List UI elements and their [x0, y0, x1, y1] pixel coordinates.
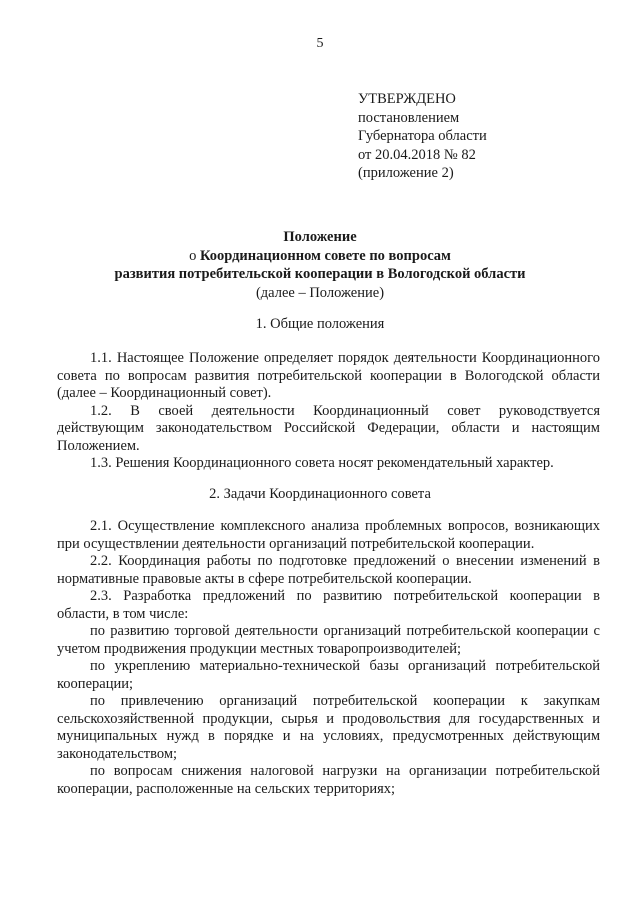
list-item-trade: по развитию торговой деятельности организаций потребительской кооперации с учетом продвижения продукции местных товаропроизводителей; [57, 623, 600, 657]
paragraph-2-2: 2.2. Координация работы по подготовке предложений о внесении изменений в нормативные правовые акты в сфере потребительской кооперации. [57, 553, 600, 587]
page-number: 5 [316, 36, 324, 51]
document-title [0, 228, 640, 302]
list-item-material-base: по укреплению материально-технической базы организаций потребительской кооперации; [57, 658, 600, 692]
approval-line-approved: УТВЕРЖДЕНО [358, 91, 456, 107]
title-line-2: Координационном совете по вопросам [199, 247, 451, 264]
title-line-1: Положение [283, 229, 357, 245]
list-item-procurement: по привлечению организаций потребительской кооперации к закупкам сельскохозяйственной продукции, сырья и продовольствия для государственных и муниципальных нужд в порядке и на условиях, предусмотренных действующим законодательством; [57, 693, 600, 762]
paragraph-1-3: 1.3. Решения Координационного совета носят рекомендательный характер. [90, 455, 554, 471]
section-2-heading: 2. Задачи Координационного совета [209, 486, 431, 502]
approval-line-governor: Губернатора области [358, 128, 487, 144]
title-line-4: (далее – Положение) [255, 284, 385, 301]
list-item-tax: по вопросам снижения налоговой нагрузки на организации потребительской кооперации, расположенные на сельских территориях; [57, 763, 600, 797]
approval-line-resolution: постановлением [358, 109, 460, 126]
paragraph-2-3: 2.3. Разработка предложений по развитию потребительской кооперации в области, в том числе: [57, 588, 600, 622]
paragraph-2-1: 2.1. Осуществление комплексного анализа проблемных вопросов, возникающих при осуществлении деятельности организаций потребительской кооперации. [57, 518, 600, 552]
title-line-3: развития потребительской кооперации в Вологодской области [114, 266, 526, 282]
title-line-2-prefix: о [189, 247, 197, 264]
approval-line-appendix: (приложение 2) [358, 165, 454, 181]
paragraph-1-2: 1.2. В своей деятельности Координационный совет руководствуется действующим законодательством Российской Федерации, области и настоящим Положением. [57, 402, 600, 454]
paragraph-1-1: 1.1. Настоящее Положение определяет порядок деятельности Координационного совета по вопросам развития потребительской кооперации в Вологодской области (далее – Координационный совет). [57, 350, 600, 401]
approval-line-date-number: от 20.04.2018 № 82 [358, 146, 476, 163]
section-2-body [57, 518, 600, 798]
section-1-body [57, 350, 600, 473]
approval-stamp [358, 90, 487, 183]
section-1-heading: 1. Общие положения [255, 316, 385, 332]
